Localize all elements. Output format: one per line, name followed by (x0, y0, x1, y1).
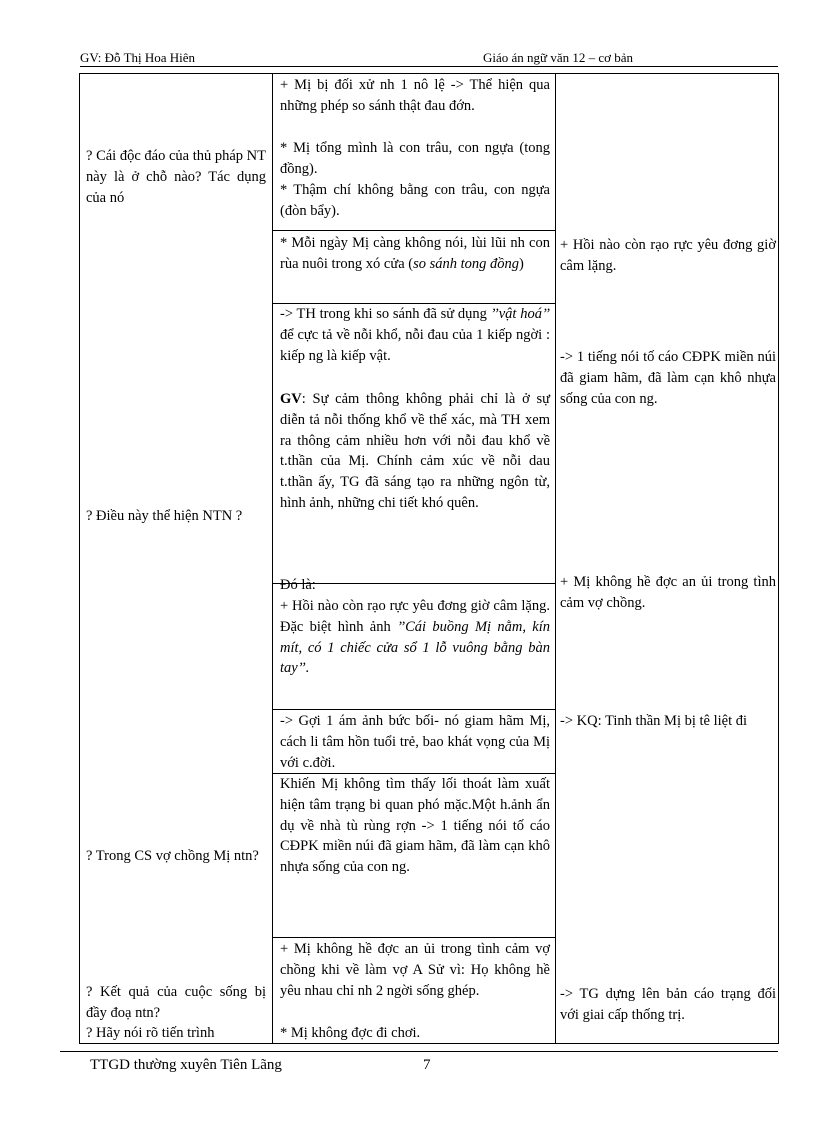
row-divider (272, 937, 555, 938)
note-2: -> 1 tiếng nói tố cáo CĐPK miền núi đã giam hãm, đã làm cạn khô nhựa sống của con ng. (560, 349, 776, 407)
content-p5 (280, 304, 550, 366)
content-p6-label: GV (280, 391, 302, 407)
question-2: ? Điều này thể hiện NTN ? (86, 508, 243, 524)
content-p8-text: + Hồi nào còn rạo rực yêu đơng giờ câm lặng. Đặc biệt hình ảnh (280, 598, 550, 635)
row-divider (272, 230, 555, 231)
note-5: -> TG dựng lên bản cáo trạng đối với giai cấp thống trị. (560, 986, 776, 1023)
content-p4-italic: so sánh tong đồng (413, 255, 520, 272)
content-p4-text: * Mỗi ngày Mị càng không nói, lùi lũi nh con rùa nuôi trong xó cửa ( (280, 235, 550, 272)
content-p12: * Mị không đợc đi chơi. (280, 1025, 421, 1041)
content-p3: * Thậm chí không bằng con trâu, con ngựa (đòn bẩy). (280, 182, 550, 219)
content-p11: + Mị không hề đợc an ủi trong tình cảm vợ chồng khi về làm vợ A Sử vì: Họ không hề yêu nhau chỉ nh 2 ngời sống ghép. (280, 941, 550, 999)
note-4: -> KQ: Tinh thần Mị bị tê liệt đi (560, 713, 748, 729)
column-divider-2 (555, 74, 556, 1043)
question-3: ? Trong CS vợ chồng Mị ntn? (86, 848, 259, 864)
note-3: + Mị không hề đợc an ủi trong tình cảm vợ chồng. (560, 574, 776, 611)
question-4: ? Kết quả của cuộc sống bị đầy đoạ ntn? (86, 984, 266, 1021)
footer-center-name: TTGD thường xuyên Tiên Lãng (90, 1057, 282, 1073)
content-p7: Đó là: (280, 577, 316, 593)
content-p2: * Mị tổng mình là con trâu, con ngựa (tong đồng). (280, 140, 550, 177)
content-p6 (280, 389, 550, 514)
content-p4-close: ) (519, 255, 524, 272)
content-p9: -> Gợi 1 ám ảnh bức bối- nó giam hãm Mị, cách li tâm hồn tuổi trẻ, bao khát vọng của Mị với c.đời. (280, 713, 550, 771)
content-p8 (280, 596, 550, 679)
header-subject: Giáo án ngữ văn 12 – cơ bản (483, 50, 634, 65)
page-number: 7 (423, 1057, 431, 1073)
content-p5-italic: ’’vật hoá’’ (490, 306, 550, 322)
content-p6-text: : Sự cảm thông không phải chỉ là ở sự diễn tả nỗi thống khổ về thể xác, mà TH xem ra thông cảm nhiều hơn với nỗi đau khổ về t.thần của Mị. Chính cảm xúc về nỗi dau t.thần ấy, TG đã sáng tạo ra những ngôn từ, hình ảnh, những chi tiết khó quên. (280, 391, 550, 511)
footer-rule (60, 1051, 778, 1052)
row-divider (272, 709, 555, 710)
question-1: ? Cái độc đáo của thủ pháp NT này là ở chỗ nào? Tác dụng của nó (86, 148, 266, 206)
content-p8-italic: ’’Cái buồng Mị nằm, kín mít, có 1 chiếc cửa sổ 1 lỗ vuông bằng bàn tay’’. (280, 618, 550, 677)
note-1: + Hồi nào còn rạo rực yêu đơng giờ câm lặng. (560, 237, 776, 274)
question-5: ? Hãy nói rõ tiến trình (86, 1025, 215, 1041)
content-p10: Khiến Mị không tìm thấy lối thoát làm xuất hiện tâm trạng bi quan phó mặc.Một h.ảnh ẩn dụ về nhà tù rùng rợn -> 1 tiếng nói tố cáo CĐPK miền núi đã giam hãm, đã làm cạn khô nhựa sống của con ng. (280, 776, 550, 876)
header-rule (80, 66, 778, 67)
content-p4 (280, 233, 550, 275)
lesson-table (79, 73, 779, 1044)
header-teacher: GV: Đỗ Thị Hoa Hiên (80, 50, 196, 65)
content-p5-text: -> TH trong khi so sánh đã sử dụng (280, 306, 491, 322)
column-divider-1 (272, 74, 273, 1043)
content-p1: + Mị bị đối xử nh 1 nô lệ -> Thể hiện qua những phép so sánh thật đau đớn. (280, 77, 550, 114)
content-p5-rest: để cực tả về nỗi khổ, nỗi đau của 1 kiếp ngời : kiếp ng là kiếp vật. (280, 326, 550, 364)
